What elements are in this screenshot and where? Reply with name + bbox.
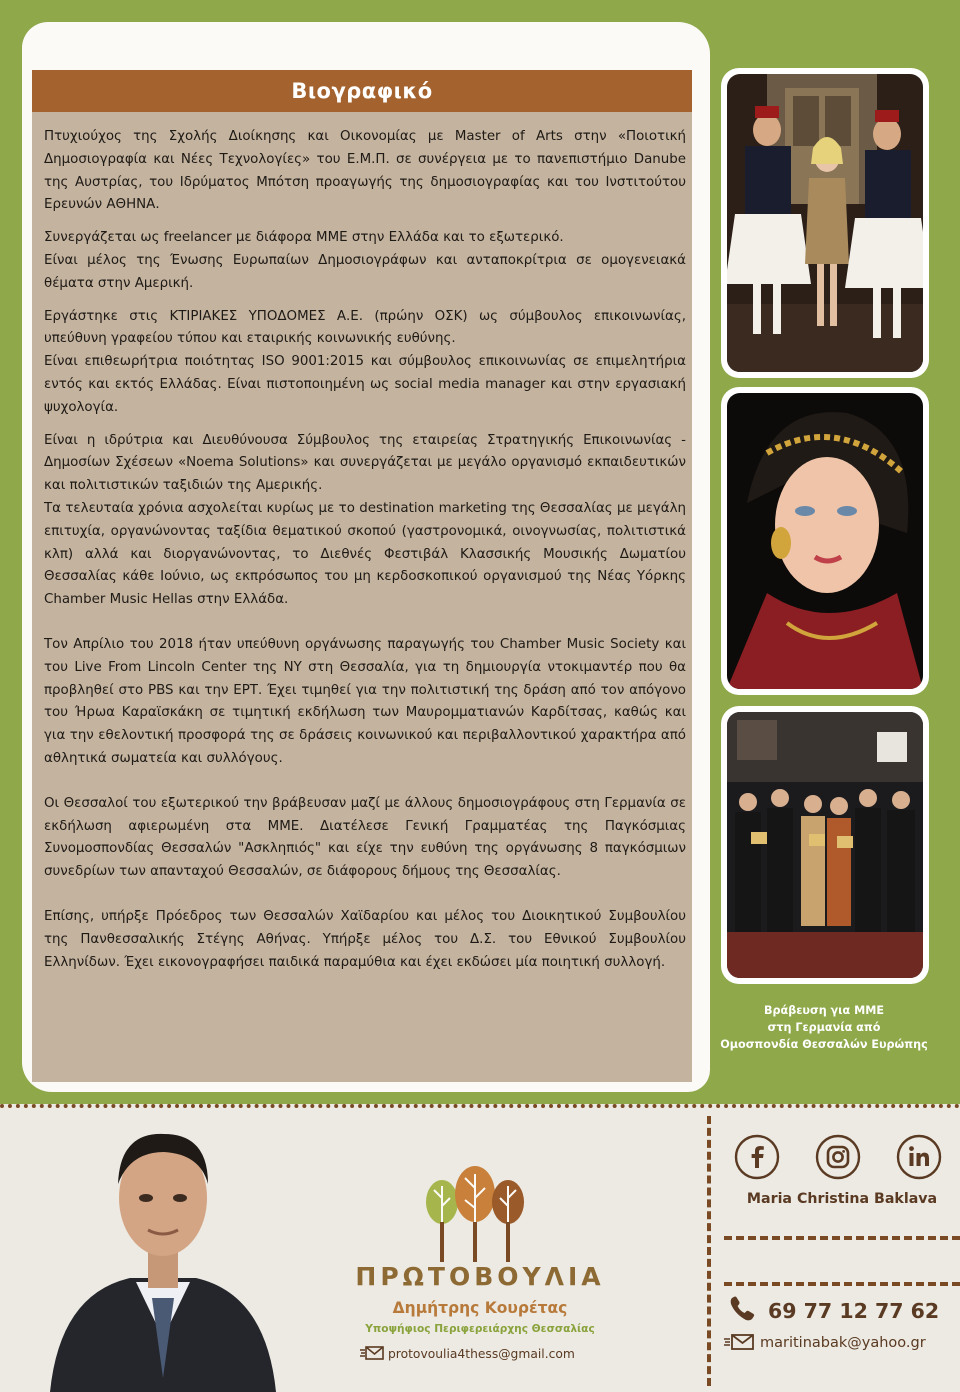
contact-email[interactable]: maritinabak@yahoo.gr	[760, 1335, 926, 1351]
caption-line: στη Γερμανία από	[767, 1021, 881, 1034]
mail-icon	[360, 1346, 384, 1360]
facebook-icon[interactable]	[734, 1134, 780, 1180]
protovoulia-logo-trees	[420, 1166, 530, 1266]
instagram-icon[interactable]	[815, 1134, 861, 1180]
candidate-role: Υποψήφιος Περιφερειάρχης Θεσσαλίας	[365, 1323, 595, 1335]
caption-line: Βράβευση για ΜΜΕ	[763, 1004, 885, 1017]
contact-divider	[724, 1236, 960, 1240]
logo-wordmark: ΠΡΩΤΟΒΟΥΛΙΑ	[355, 1262, 605, 1291]
bio-paragraph: Συνεργάζεται ως freelancer με διάφορα ΜΜΕ στην Ελλάδα και το εξωτερικό.	[44, 230, 564, 246]
bio-paragraph: Τα τελευταία χρόνια ασχολείται κυρίως με το destination marketing της Θεσσαλίας με μεγάλη επιτυχία, οργανώνοντας ταξίδια θεματικού σκοπού (γαστρονομικά, οινογνωσίας, πολιτιστικά κλπ) αλλά και διοργανώνοντας, το Διεθνές Φεστιβάλ Κλασσικής Μουσικής Δωματίου Θεσσαλίας κάθε Ιούνιο, ως εκπρόσωπος του μη κερδοσκοπικού οργανισμού της Νέας Υόρκης Chamber Music Hellas στην Ελλάδα.	[44, 500, 686, 608]
bio-paragraph: Πτυχιούχος της Σχολής Διοίκησης και Οικονομίας με Master of Arts στην «Ποιοτική Δημοσιογραφία και Νέες Τεχνολογίες» του Ε.Μ.Π. σε συνέργεια με το πανεπιστήμιο Danube της Αυστρίας, του Ιδρύματος Μπότση προαγωγής της δημοσιογραφίας και του Ινστιτούτου Ερευνών ΑΘΗΝΑ.	[44, 129, 686, 213]
footer-vertical-divider	[707, 1116, 711, 1386]
caption-line: Ομοσπονδία Θεσσαλών Ευρώπης	[720, 1038, 928, 1051]
bio-paragraph: Είναι μέλος της Ένωσης Ευρωπαίων Δημοσιογράφων και ανταποκρίτρια σε ομογενειακά θέματα στην Αμερική.	[44, 252, 686, 291]
candidate-name: Δημήτρης Κουρέτας	[392, 1299, 568, 1317]
photo-caption	[712, 1002, 936, 1053]
bio-paragraph: Τον Απρίλιο του 2018 ήταν υπεύθυνη οργάνωσης παραγωγής του Chamber Music Society και του Live From Lincoln Center της ΝΥ στη Θεσσαλία, για τη δημιουργία ντοκιμαντέρ που θα προβληθεί στο PBS και την ΕΡΤ. Έχει τιμηθεί για την πολιτιστική της δράση από τον απόγονο του Ήρωα Καραϊσκάκη σε τιμητική εκδήλωση των Μαυρομματιανών Καρδίτσας, καθώς και για την εθελοντική προσφορά της σε δράσεις κοινωνικού και περιβαλλοντικού χαρακτήρα από αθλητικά σωματεία και συλλόγους.	[44, 636, 686, 766]
bio-paragraph: Εργάστηκε στις ΚΤΙΡΙΑΚΕΣ ΥΠΟΔΟΜΕΣ Α.Ε. (πρώην ΟΣΚ) ως σύμβουλος επικοινωνίας, υπεύθυνη γραφείου τύπου και εταιρικής κοινωνικής ευθύνης.	[44, 308, 686, 347]
contact-divider	[724, 1282, 960, 1286]
candidate-email-row[interactable]	[360, 1346, 620, 1361]
contact-phone-row[interactable]	[728, 1296, 958, 1323]
photo-award-ceremony	[721, 706, 929, 984]
contact-name: Maria Christina Baklava	[746, 1191, 938, 1207]
photo-evzones	[721, 68, 929, 378]
contact-email-row[interactable]	[724, 1334, 960, 1351]
bio-paragraph: Είναι επιθεωρήτρια ποιότητας ISO 9001:2015 και σύμβουλος επικοινωνίας σε επιμελητήρια εντός και εκτός Ελλάδας. Είναι πιστοποιημένη ως social media manager και στην εργασιακή ψυχολογία.	[44, 354, 686, 415]
phone-icon	[728, 1296, 756, 1322]
mail-icon	[724, 1334, 754, 1350]
footer-divider	[0, 1104, 960, 1112]
photo-costume-portrait	[721, 387, 929, 695]
candidate-email[interactable]: protovoulia4thess@gmail.com	[388, 1347, 575, 1361]
candidate-portrait	[40, 1118, 286, 1392]
contact-phone[interactable]: 69 77 12 77 62	[768, 1299, 940, 1323]
bio-paragraph: Οι Θεσσαλοί του εξωτερικού την βράβευσαν μαζί με άλλους δημοσιογράφους στη Γερμανία σε εκδήλωση αφιερωμένη στα ΜΜΕ. Διατέλεσε Γενική Γραμματέας της Παγκόσμιας Συνομοσπονδίας Θεσσαλών "Ασκληπιός" και είχε την ευθύνη της οργάνωσης 8 παγκόσμιων συνεδρίων των απανταχού Θεσσαλών, σε διάφορους δήμους της Θεσσαλίας.	[44, 795, 686, 880]
bio-text	[44, 126, 686, 974]
bio-paragraph: Επίσης, υπήρξε Πρόεδρος των Θεσσαλών Χαϊδαρίου και μέλος του Διοικητικού Συμβουλίου της Πανθεσσαλικής Στέγης Αθήνας. Υπήρξε μέλος του Δ.Σ. του Εθνικού Συμβουλίου Ελληνίδων. Έχει εικονογραφήσει παιδικά παραμύθια και έχει εκδώσει μία ποιητική συλλογή.	[44, 908, 686, 970]
linkedin-icon[interactable]	[896, 1134, 942, 1180]
bio-paragraph: Είναι η ιδρύτρια και Διευθύνουσα Σύμβουλος της εταιρείας Στρατηγικής Επικοινωνίας - Δημοσίων Σχέσεων «Noema Solutions» και συνεργάζεται με μεγάλο οργανισμό εκπαιδευτικών και πολιτιστικών ταξιδιών της Αμερικής.	[44, 432, 686, 494]
bio-heading: Βιογραφικό	[32, 70, 692, 112]
